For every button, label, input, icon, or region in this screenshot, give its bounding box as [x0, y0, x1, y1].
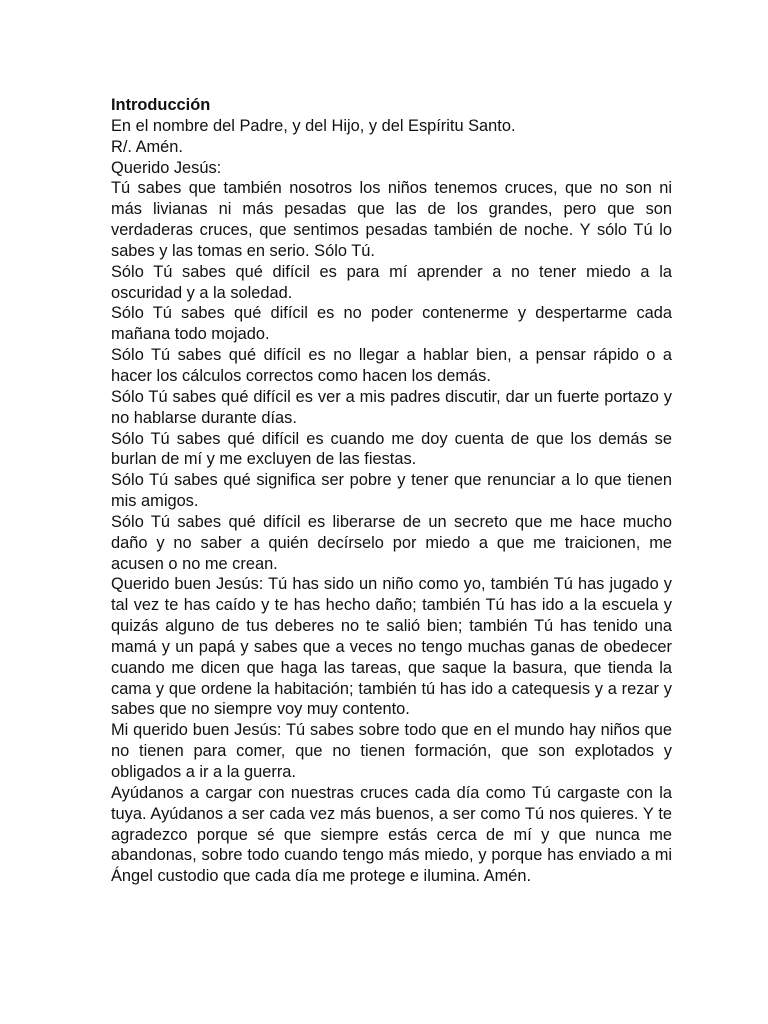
- paragraph-parents: Sólo Tú sabes qué difícil es ver a mis padres discutir, dar un fuerte portazo y no hablarse durante días.: [111, 387, 672, 427]
- paragraph-mockery: Sólo Tú sabes qué difícil es cuando me doy cuenta de que los demás se burlan de mí y me excluyen de las fiestas.: [111, 429, 672, 469]
- paragraph-salutation: Querido Jesús:: [111, 158, 222, 177]
- paragraph-darkness: Sólo Tú sabes qué difícil es para mí aprender a no tener miedo a la oscuridad y a la soledad.: [111, 262, 672, 302]
- paragraph-response: R/. Amén.: [111, 137, 183, 156]
- paragraph-secret: Sólo Tú sabes qué difícil es liberarse de un secreto que me hace mucho daño y no saber a quién decírselo por miedo a que me traicionen, me acusen o no me crean.: [111, 512, 672, 573]
- document-title: Introducción: [111, 96, 211, 114]
- paragraph-childhood: Querido buen Jesús: Tú has sido un niño como yo, también Tú has jugado y tal vez te has caído y te has hecho daño; también Tú has ido a la escuela y quizás alguno de tus deberes no te salió bien; también Tú has tenido una mamá y un papá y sabes que a veces no tengo muchas ganas de obedecer cuando me dicen que haga las tareas, que saque la basura, que tienda la cama y que ordene la habitación; también tú has ido a catequesis y a rezar y sabes que no siempre voy muy contento.: [111, 575, 672, 719]
- paragraph-world-children: Mi querido buen Jesús: Tú sabes sobre todo que en el mundo hay niños que no tienen para comer, que no tienen formación, que son explotados y obligados a ir a la guerra.: [111, 721, 672, 781]
- paragraph-morning: Sólo Tú sabes qué difícil es no poder contenerme y despertarme cada mañana todo mojado.: [111, 304, 672, 344]
- paragraph-closing-prayer: Ayúdanos a cargar con nuestras cruces cada día como Tú cargaste con la tuya. Ayúdanos a ser cada vez más buenos, a ser como Tú nos quieres. Y te agradezco porque sé que siempre estás cerca de mí y que nunca me abandonas, sobre todo cuando tengo más miedo, y porque has enviado a mi Ángel custodio que cada día me protege e ilumina. Amén.: [111, 783, 672, 886]
- paragraph-invocation: En el nombre del Padre, y del Hijo, y del Espíritu Santo.: [111, 116, 516, 135]
- paragraph-speaking: Sólo Tú sabes qué difícil es no llegar a hablar bien, a pensar rápido o a hacer los cálculos correctos como hacen los demás.: [111, 346, 672, 385]
- paragraph-poverty: Sólo Tú sabes qué significa ser pobre y tener que renunciar a lo que tienen mis amigos.: [111, 471, 672, 511]
- paragraph-crosses: Tú sabes que también nosotros los niños tenemos cruces, que no son ni más livianas ni más pesadas que las de los grandes, pero que son verdaderas cruces, que sentimos pesadas también de noche. Y sólo Tú lo sabes y las tomas en serio. Sólo Tú.: [111, 179, 672, 260]
- document-page: [111, 95, 672, 887]
